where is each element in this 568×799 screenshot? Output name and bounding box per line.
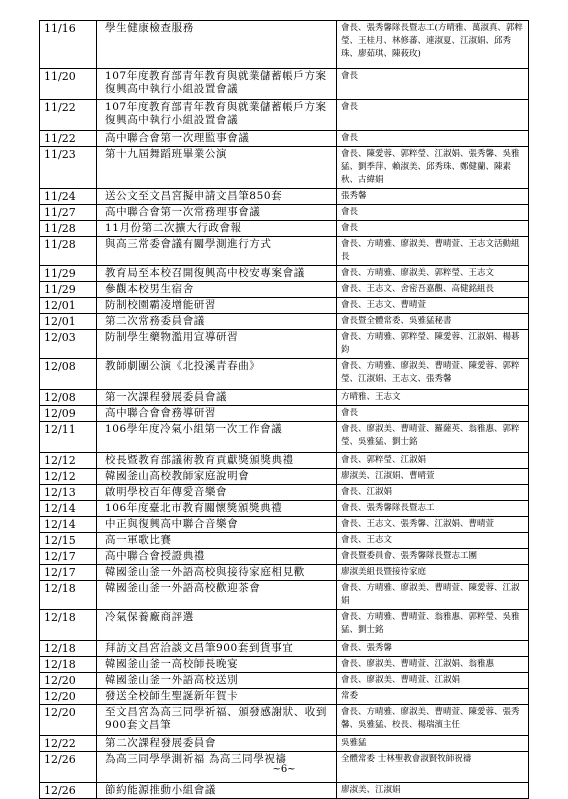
event-cell: 參觀本校男生宿舍 [97,282,337,298]
event-cell: 至文昌宮為高三同學祈福、頒發感謝狀、收到900套文昌筆 [97,705,337,736]
event-cell: 韓國釜山釜一外語高校送別 [97,673,337,689]
date-cell: 11/16 [40,21,97,69]
people-cell: 會長、方晴雅、廖淑美、曹晴萱、陳愛蓉、張秀馨、吳雅猛、校長、楊瑞濱主任 [337,705,529,736]
people-cell: 會長暨委員會、張秀馨隊長暨志工團 [337,549,529,565]
event-cell: 高中聯合會會務導研習 [97,406,337,422]
table-row [40,221,529,237]
table-row [40,390,529,406]
date-cell: 12/08 [40,359,97,390]
people-cell: 常委 [337,689,529,705]
table-row [40,314,529,330]
table-row [40,406,529,422]
people-cell: 會長、王志文 [337,533,529,549]
date-cell: 12/18 [40,581,97,610]
date-cell: 12/13 [40,485,97,501]
table-row [40,21,529,69]
people-cell: 會長、廖淑美、曹晴萱、江淑娟 [337,673,529,689]
people-cell: 會長、陳愛蓉、郭粹瑩、江淑娟、張秀馨、吳雅猛、劉季萍、賴淑美、邱秀珠、鄭健蘭、陳素秋、古緯娟 [337,147,529,189]
table-row [40,549,529,565]
people-cell: 會長、張秀馨隊長暨志工 [337,501,529,517]
date-cell: 12/01 [40,314,97,330]
date-cell: 12/11 [40,422,97,453]
people-cell: 會長、廖淑美、曹晴萱、江淑娟、翁雅惠 [337,657,529,673]
people-cell: 會長 [337,69,529,100]
people-cell: 會長、方晴雅、廖淑美、曹晴萱、陳愛蓉、江淑娟 [337,581,529,610]
table-row [40,657,529,673]
people-cell: 會長、江淑娟 [337,485,529,501]
table-row [40,266,529,282]
date-cell: 12/18 [40,657,97,673]
table-row [40,100,529,131]
table-row [40,453,529,469]
people-cell: 會長 [337,406,529,422]
event-cell: 韓國釜山高校教師家庭說明會 [97,469,337,485]
date-cell: 12/26 [40,783,97,799]
table-row [40,610,529,641]
table-row [40,237,529,266]
people-cell: 會長 [337,131,529,147]
event-cell: 106學年度冷氣小組第一次工作會議 [97,422,337,453]
date-cell: 11/20 [40,69,97,100]
event-cell: 第十九屆舞蹈班畢業公演 [97,147,337,189]
event-cell: 韓國釜山釜一外語高校與接待家庭相見歡 [97,565,337,581]
event-cell: 第二次課程發展委員會 [97,736,337,752]
people-cell: 會長、廖淑美、曹晴萱、羅薩英、翁雅惠、郭粹瑩、吳雅猛、劉士銘 [337,422,529,453]
table-row [40,189,529,205]
table-row [40,69,529,100]
activity-log-page [39,20,529,799]
people-cell: 廖淑美、江淑娟 [337,783,529,799]
table-row [40,469,529,485]
people-cell: 會長 [337,221,529,237]
date-cell: 12/01 [40,298,97,314]
event-cell: 與高三常委會議有關學測進行方式 [97,237,337,266]
date-cell: 12/08 [40,390,97,406]
event-cell: 拜訪文昌宮洽談文昌筆900套到貨事宜 [97,641,337,657]
event-cell: 高中聯合會第一次理監事會議 [97,131,337,147]
event-cell: 送公文至文昌宮擬申請文昌筆850套 [97,189,337,205]
people-cell: 會長 [337,100,529,131]
event-cell: 107年度教育部青年教育與就業儲蓄帳戶方案復興高中執行小組設置會議 [97,100,337,131]
date-cell: 11/27 [40,205,97,221]
table-row [40,705,529,736]
people-cell: 會長、郭粹瑩、江淑娟 [337,453,529,469]
event-cell: 中正與復興高中聯合音樂會 [97,517,337,533]
date-cell: 11/28 [40,237,97,266]
table-row [40,533,529,549]
table-row [40,689,529,705]
people-cell: 會長 [337,205,529,221]
table-row [40,147,529,189]
people-cell: 廖淑美組長暨接待家庭 [337,565,529,581]
date-cell: 12/22 [40,736,97,752]
event-cell: 啟明學校百年傳愛音樂會 [97,485,337,501]
event-cell: 防制學生藥物濫用宣導研習 [97,330,337,359]
event-cell: 106年度臺北市教育關懷獎頒獎典禮 [97,501,337,517]
people-cell: 會長、王志文、舍密吾嘉觀、高健銘組長 [337,282,529,298]
event-cell: 高中聯合會授證典禮 [97,549,337,565]
table-row [40,501,529,517]
table-row [40,330,529,359]
activity-log-rows [40,21,529,799]
table-row [40,298,529,314]
people-cell: 會長、方晴雅、廖淑美、曹晴萱、陳愛蓉、郭粹瑩、江淑娟、王志文、張秀馨 [337,359,529,390]
date-cell: 12/14 [40,517,97,533]
page-number: ~6~ [272,764,296,775]
date-cell: 11/24 [40,189,97,205]
event-cell: 韓國釜山釜一外語高校歡迎茶會 [97,581,337,610]
people-cell: 會長、王志文、曹晴萱 [337,298,529,314]
date-cell: 11/22 [40,100,97,131]
table-row [40,673,529,689]
date-cell: 12/26 [40,752,97,783]
table-row [40,736,529,752]
activity-log-table [39,20,529,799]
date-cell: 12/17 [40,565,97,581]
date-cell: 12/12 [40,453,97,469]
table-row [40,131,529,147]
date-cell: 12/18 [40,610,97,641]
people-cell: 會長、張秀馨 [337,641,529,657]
event-cell: 節約能源推動小組會議 [97,783,337,799]
date-cell: 12/09 [40,406,97,422]
event-cell: 發送全校師生聖誕新年賀卡 [97,689,337,705]
people-cell: 會長、方晴雅、廖淑美、曹晴萱、王志文活動組長 [337,237,529,266]
table-row [40,282,529,298]
date-cell: 11/23 [40,147,97,189]
event-cell: 為高三同學學測祈福 為高三同學祝禱 [97,752,337,783]
event-cell: 11月份第二次擴大行政會報 [97,221,337,237]
table-row [40,205,529,221]
people-cell: 廖淑美、江淑娟、曹晴萱 [337,469,529,485]
table-row [40,422,529,453]
table-row [40,359,529,390]
table-row [40,517,529,533]
date-cell: 12/14 [40,501,97,517]
people-cell: 張秀馨 [337,189,529,205]
people-cell: 會長、方晴雅、廖淑美、郭粹瑩、王志文 [337,266,529,282]
date-cell: 12/18 [40,641,97,657]
event-cell: 學生健康檢查服務 [97,21,337,69]
people-cell: 會長、方晴雅、郭粹瑩、陳愛蓉、江淑娟、楊碁鈞 [337,330,529,359]
event-cell: 107年度教育部青年教育與就業儲蓄帳戶方案復興高中執行小組設置會議 [97,69,337,100]
table-row [40,565,529,581]
date-cell: 12/03 [40,330,97,359]
people-cell: 會長、張秀馨隊長暨志工(方晴雅、萬淑真、郭粹瑩、王桂月、林修蕃、連淑夏、江淑娟、邱秀珠、廖茹琪、陳莜玫) [337,21,529,69]
date-cell: 11/29 [40,282,97,298]
date-cell: 12/12 [40,469,97,485]
people-cell: 吳雅猛 [337,736,529,752]
table-row [40,581,529,610]
event-cell: 防制校園霸凌增能研習 [97,298,337,314]
date-cell: 11/28 [40,221,97,237]
date-cell: 12/20 [40,689,97,705]
people-cell: 全體常委 士林聖教會淑賢牧師祝禱 [337,752,529,783]
event-cell: 第二次常務委員會議 [97,314,337,330]
people-cell: 會長、方晴雅、曹晴萱、翁雅惠、郭粹瑩、吳雅猛、劉士銘 [337,610,529,641]
date-cell: 11/29 [40,266,97,282]
event-cell: 教師劇團公演《北投溪青春曲》 [97,359,337,390]
date-cell: 12/15 [40,533,97,549]
event-cell: 冷氣保養廠商評選 [97,610,337,641]
event-cell: 第一次課程發展委員會議 [97,390,337,406]
event-cell: 高一軍歌比賽 [97,533,337,549]
people-cell: 會長、王志文、張秀馨、江淑娟、曹晴萱 [337,517,529,533]
date-cell: 11/22 [40,131,97,147]
date-cell: 12/20 [40,673,97,689]
people-cell: 會長暨全體常委、吳雅猛秘書 [337,314,529,330]
table-row [40,641,529,657]
date-cell: 12/17 [40,549,97,565]
table-row [40,783,529,799]
people-cell: 方晴雅、王志文 [337,390,529,406]
event-cell: 教育局至本校召開復興高中校安專案會議 [97,266,337,282]
event-cell: 高中聯合會第一次常務理事會議 [97,205,337,221]
table-row [40,485,529,501]
date-cell: 12/20 [40,705,97,736]
event-cell: 韓國釜山釜一高校師長晚宴 [97,657,337,673]
event-cell: 校長暨教育部議術教育貢獻獎頒獎典禮 [97,453,337,469]
